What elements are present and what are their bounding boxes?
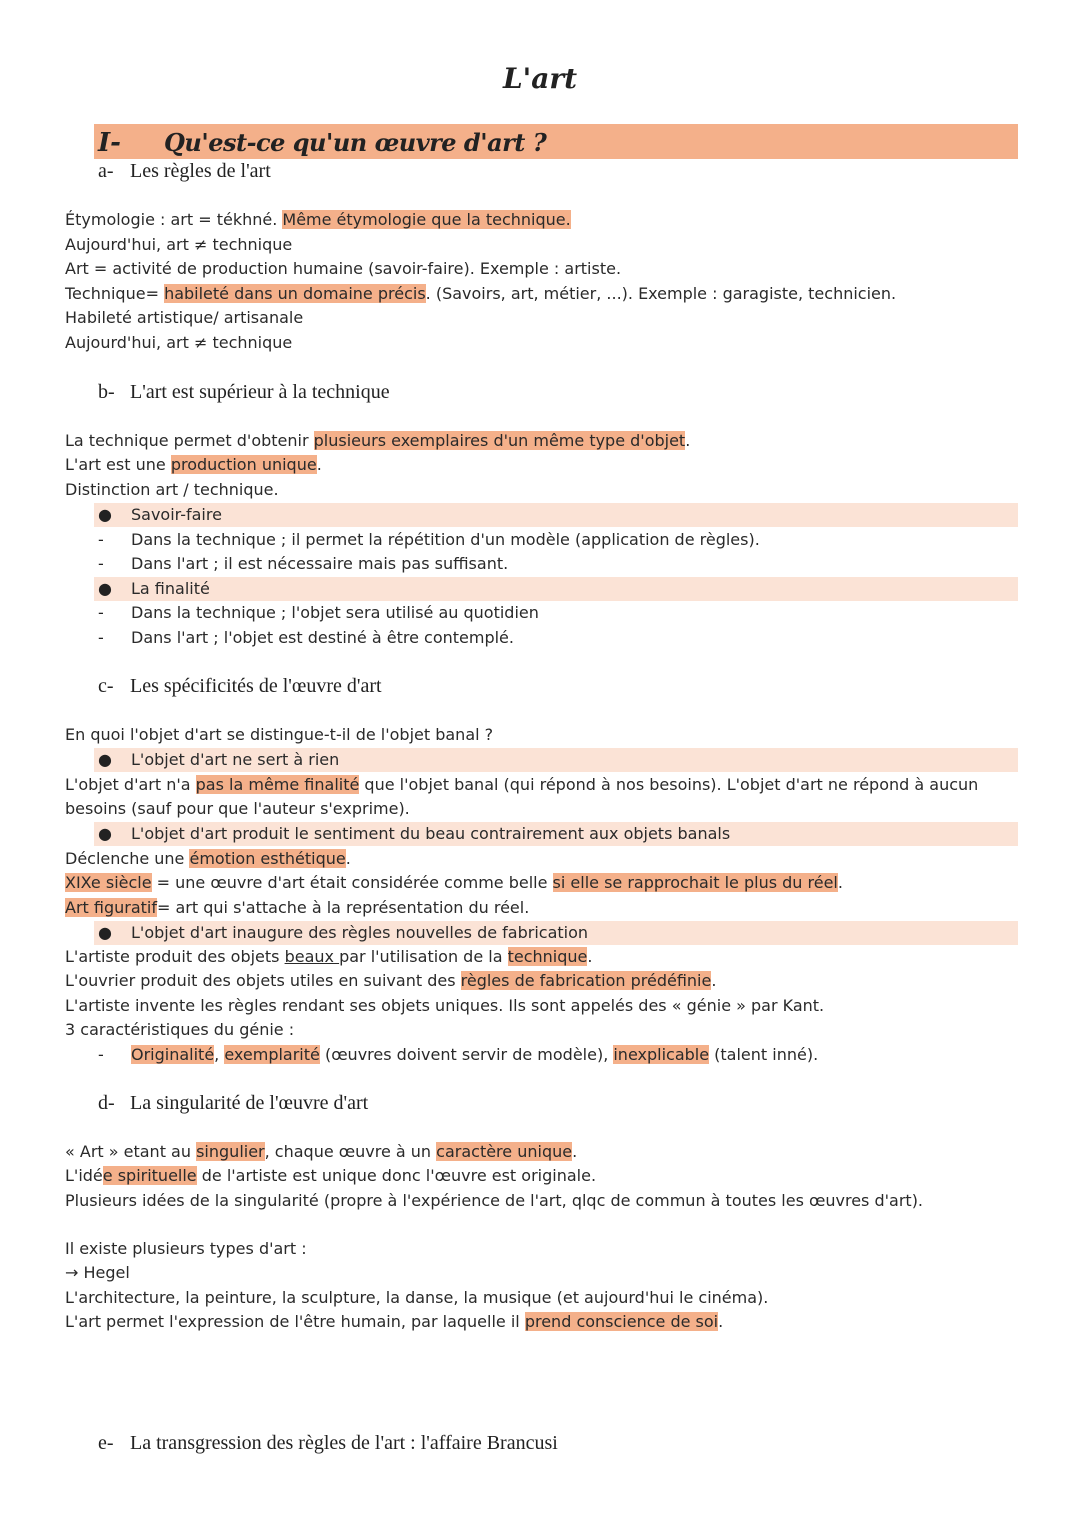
text-line: L'artiste produit des objets beaux par l'utilisation de la technique.	[65, 947, 593, 966]
dash-item: Originalité, exemplarité (œuvres doivent servir de modèle), inexplicable (talent inné).	[131, 1045, 819, 1064]
text-line: En quoi l'objet d'art se distingue-t-il de l'objet banal ?	[65, 725, 494, 744]
bullet-item: L'objet d'art inaugure des règles nouvelles de fabrication	[131, 923, 589, 942]
text-line: Distinction art / technique.	[65, 480, 279, 499]
text-line: L'ouvrier produit des objets utiles en suivant des règles de fabrication prédéfinie.	[65, 971, 717, 990]
text-line: L'idée spirituelle de l'artiste est unique donc l'œuvre est originale.	[65, 1166, 597, 1185]
bullet-icon: ●	[98, 750, 112, 769]
text-line: Plusieurs idées de la singularité (propre à l'expérience de l'art, qlqc de commun à toutes les œuvres d'art).	[65, 1191, 924, 1210]
text-line: besoins (sauf pour que l'auteur s'exprime).	[65, 799, 410, 818]
dash-icon: -	[98, 603, 104, 622]
text-line: Art figuratif= art qui s'attache à la représentation du réel.	[65, 898, 530, 917]
text-line: → Hegel	[65, 1263, 130, 1282]
subheading-e: e- La transgression des règles de l'art : l'affaire Brancusi	[98, 1432, 558, 1454]
text-line: 3 caractéristiques du génie :	[65, 1020, 295, 1039]
text-line: Aujourd'hui, art ≠ technique	[65, 333, 293, 352]
text-line: La technique permet d'obtenir plusieurs exemplaires d'un même type d'objet.	[65, 431, 691, 450]
text-line: L'objet d'art n'a pas la même finalité que l'objet banal (qui répond à nos besoins). L'objet d'art ne répond à aucun	[65, 775, 979, 794]
bullet-band	[94, 503, 1018, 527]
text-line: Habileté artistique/ artisanale	[65, 308, 304, 327]
text-line: « Art » etant au singulier, chaque œuvre à un caractère unique.	[65, 1142, 578, 1161]
dash-item: Dans la technique ; l'objet sera utilisé au quotidien	[131, 603, 539, 622]
bullet-item: L'objet d'art ne sert à rien	[131, 750, 340, 769]
text-line: Art = activité de production humaine (savoir-faire). Exemple : artiste.	[65, 259, 622, 278]
section-title: Qu'est-ce qu'un œuvre d'art ?	[164, 128, 547, 157]
bullet-icon: ●	[98, 824, 112, 843]
text-line: Technique= habileté dans un domaine précis. (Savoirs, art, métier, ...). Exemple : garagiste, technicien.	[65, 284, 897, 303]
text-line: Étymologie : art = tékhné. Même étymologie que la technique.	[65, 210, 571, 229]
text-line: L'architecture, la peinture, la sculpture, la danse, la musique (et aujourd'hui le cinéma).	[65, 1288, 769, 1307]
text-line: L'artiste invente les règles rendant ses objets uniques. Ils sont appelés des « génie » par Kant.	[65, 996, 825, 1015]
dash-icon: -	[98, 1045, 104, 1064]
text-line: Il existe plusieurs types d'art :	[65, 1239, 307, 1258]
dash-item: Dans l'art ; l'objet est destiné à être contemplé.	[131, 628, 514, 647]
bullet-item: L'objet d'art produit le sentiment du beau contrairement aux objets banals	[131, 824, 731, 843]
subheading-d: d- La singularité de l'œuvre d'art	[98, 1092, 369, 1114]
bullet-icon: ●	[98, 579, 112, 598]
dash-icon: -	[98, 554, 104, 573]
dash-item: Dans l'art ; il est nécessaire mais pas suffisant.	[131, 554, 509, 573]
dash-icon: -	[98, 628, 104, 647]
dash-icon: -	[98, 530, 104, 549]
text-line: L'art permet l'expression de l'être humain, par laquelle il prend conscience de soi.	[65, 1312, 724, 1331]
text-line: L'art est une production unique.	[65, 455, 322, 474]
bullet-icon: ●	[98, 923, 112, 942]
text-line: Aujourd'hui, art ≠ technique	[65, 235, 293, 254]
bullet-icon: ●	[98, 505, 112, 524]
text-line: Déclenche une émotion esthétique.	[65, 849, 351, 868]
bullet-item: La finalité	[131, 579, 210, 598]
section-number: I-	[98, 128, 121, 158]
bullet-band	[94, 577, 1018, 601]
bullet-item: Savoir-faire	[131, 505, 222, 524]
subheading-c: c- Les spécificités de l'œuvre d'art	[98, 675, 382, 697]
dash-item: Dans la technique ; il permet la répétition d'un modèle (application de règles).	[131, 530, 760, 549]
subheading-b: b- L'art est supérieur à la technique	[98, 381, 390, 403]
subheading-a: a- Les règles de l'art	[98, 160, 271, 182]
page-title: L'art	[502, 62, 578, 95]
text-line: XIXe siècle = une œuvre d'art était considérée comme belle si elle se rapprochait le plus du réel.	[65, 873, 843, 892]
